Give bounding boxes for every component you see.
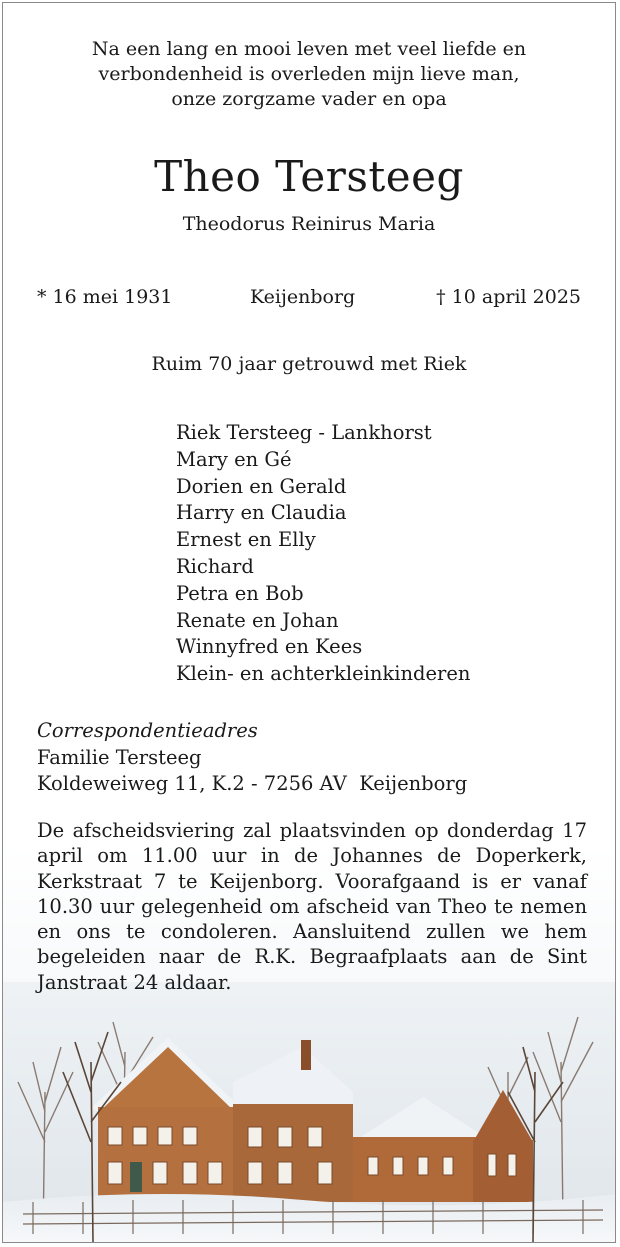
family-member: Harry en Claudia xyxy=(176,501,347,525)
intro-text xyxy=(3,37,615,112)
birth-date: * 16 mei 1931 xyxy=(37,286,173,308)
deceased-full-name: Theodorus Reinirus Maria xyxy=(182,213,436,235)
correspondence-block xyxy=(37,718,467,798)
death-date: † 10 april 2025 xyxy=(436,286,581,308)
family-list xyxy=(176,420,470,688)
intro-line: verbondenheid is overleden mijn lieve man, xyxy=(98,63,520,85)
intro-line: Na een lang en mooi leven met veel liefde en xyxy=(91,38,527,60)
intro-line: onze zorgzame vader en opa xyxy=(171,88,447,110)
family-member: Richard xyxy=(176,554,254,578)
obituary-card xyxy=(2,2,616,1243)
married-note: Ruim 70 jaar getrouwd met Riek xyxy=(151,353,467,375)
family-member: Mary en Gé xyxy=(176,447,292,471)
family-member: Dorien en Gerald xyxy=(176,474,347,498)
family-member: Klein- en achterkleinkinderen xyxy=(176,662,471,686)
family-member: Ernest en Elly xyxy=(176,528,316,552)
correspondence-name: Familie Tersteeg xyxy=(37,745,202,769)
dates-row xyxy=(37,286,581,312)
deceased-name: Theo Tersteeg xyxy=(154,152,464,201)
family-member: Renate en Johan xyxy=(176,608,339,632)
family-member: Winnyfred en Kees xyxy=(176,635,363,659)
family-member: Petra en Bob xyxy=(176,581,304,605)
correspondence-label: Correspondentieadres xyxy=(37,719,258,742)
service-text: De afscheidsviering zal plaatsvinden op donderdag 17 april om 11.00 uur in de Johannes de Doperkerk, Kerkstraat 7 te Keijenborg. Voorafgaand is er vanaf 10.30 uur gelegenheid om afscheid van Theo te nemen en ons te condoleren. Aansluitend zullen we hem begeleiden naar de R.K. Begraafplaats aan de Sint Janstraat 24 aldaar. xyxy=(37,819,587,994)
correspondence-address: Koldeweiweg 11, K.2 - 7256 AV Keijenborg xyxy=(37,772,468,795)
family-member: Riek Tersteeg - Lankhorst xyxy=(176,421,432,444)
place-name: Keijenborg xyxy=(250,286,356,308)
